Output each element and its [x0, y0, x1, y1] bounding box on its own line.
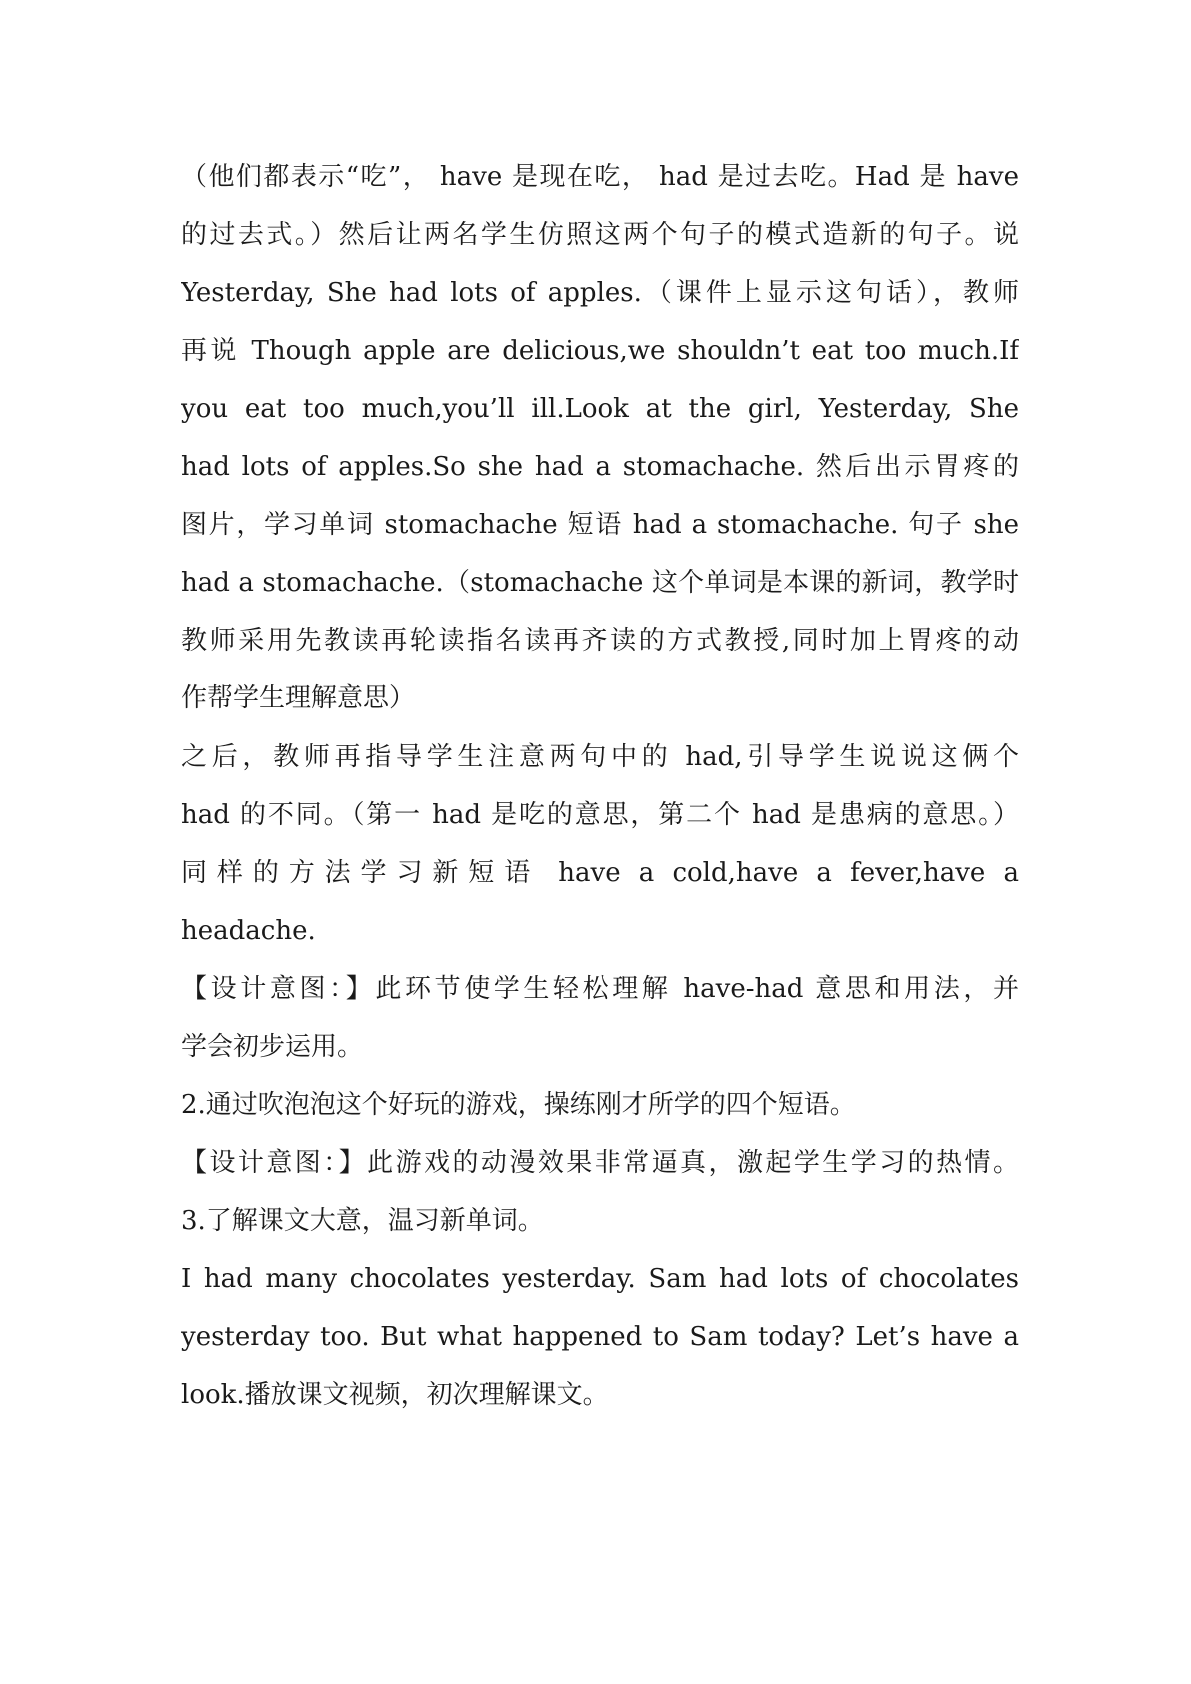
- text-line-6: had lots of apples.So she had a stomachache. 然后出示胃疼的: [181, 452, 1019, 482]
- text-line-7: 图片，学习单词 stomachache 短语 had a stomachache. 句子 she: [181, 510, 1019, 540]
- text-line-14: headache.: [181, 916, 316, 946]
- text-line-15: 【设计意图：】此环节使学生轻松理解 have-had 意思和用法，并: [181, 974, 1019, 1004]
- text-line-21: yesterday too. But what happened to Sam today? Let’s have a: [181, 1322, 1019, 1352]
- text-line-3: Yesterday, She had lots of apples.（课件上显示这句话），教师: [181, 278, 1019, 308]
- text-line-12: had 的不同。（第一 had 是吃的意思，第二个 had 是患病的意思。）: [181, 800, 1019, 830]
- text-line-17: 2.通过吹泡泡这个好玩的游戏，操练刚才所学的四个短语。: [181, 1090, 856, 1120]
- text-line-5: you eat too much,you’ll ill.Look at the girl, Yesterday, She: [181, 394, 1019, 424]
- text-line-16: 学会初步运用。: [181, 1032, 364, 1062]
- text-line-11: 之后，教师再指导学生注意两句中的 had,引导学生说说这俩个: [181, 742, 1019, 772]
- text-line-1: （他们都表示“吃”， have 是现在吃， had 是过去吃。Had 是 have: [181, 162, 1019, 192]
- text-line-18: 【设计意图：】此游戏的动漫效果非常逼真，激起学生学习的热情。: [181, 1148, 1019, 1178]
- text-line-10: 作帮学生理解意思）: [181, 683, 416, 713]
- text-line-19: 3.了解课文大意，温习新单词。: [181, 1206, 544, 1236]
- text-line-8: had a stomachache.（stomachache 这个单词是本课的新词，教学时: [181, 568, 1019, 598]
- text-line-20: I had many chocolates yesterday. Sam had lots of chocolates: [181, 1264, 1019, 1294]
- text-line-22: look.播放课文视频，初次理解课文。: [181, 1380, 609, 1410]
- text-line-2: 的过去式。）然后让两名学生仿照这两个句子的模式造新的句子。说: [181, 220, 1019, 250]
- text-line-13: 同样的方法学习新短语 have a cold,have a fever,have a: [181, 858, 1019, 888]
- text-line-9: 教师采用先教读再轮读指名读再齐读的方式教授,同时加上胃疼的动: [181, 626, 1019, 656]
- text-line-4: 再说 Though apple are delicious,we shouldn’t eat too much.If: [181, 336, 1019, 366]
